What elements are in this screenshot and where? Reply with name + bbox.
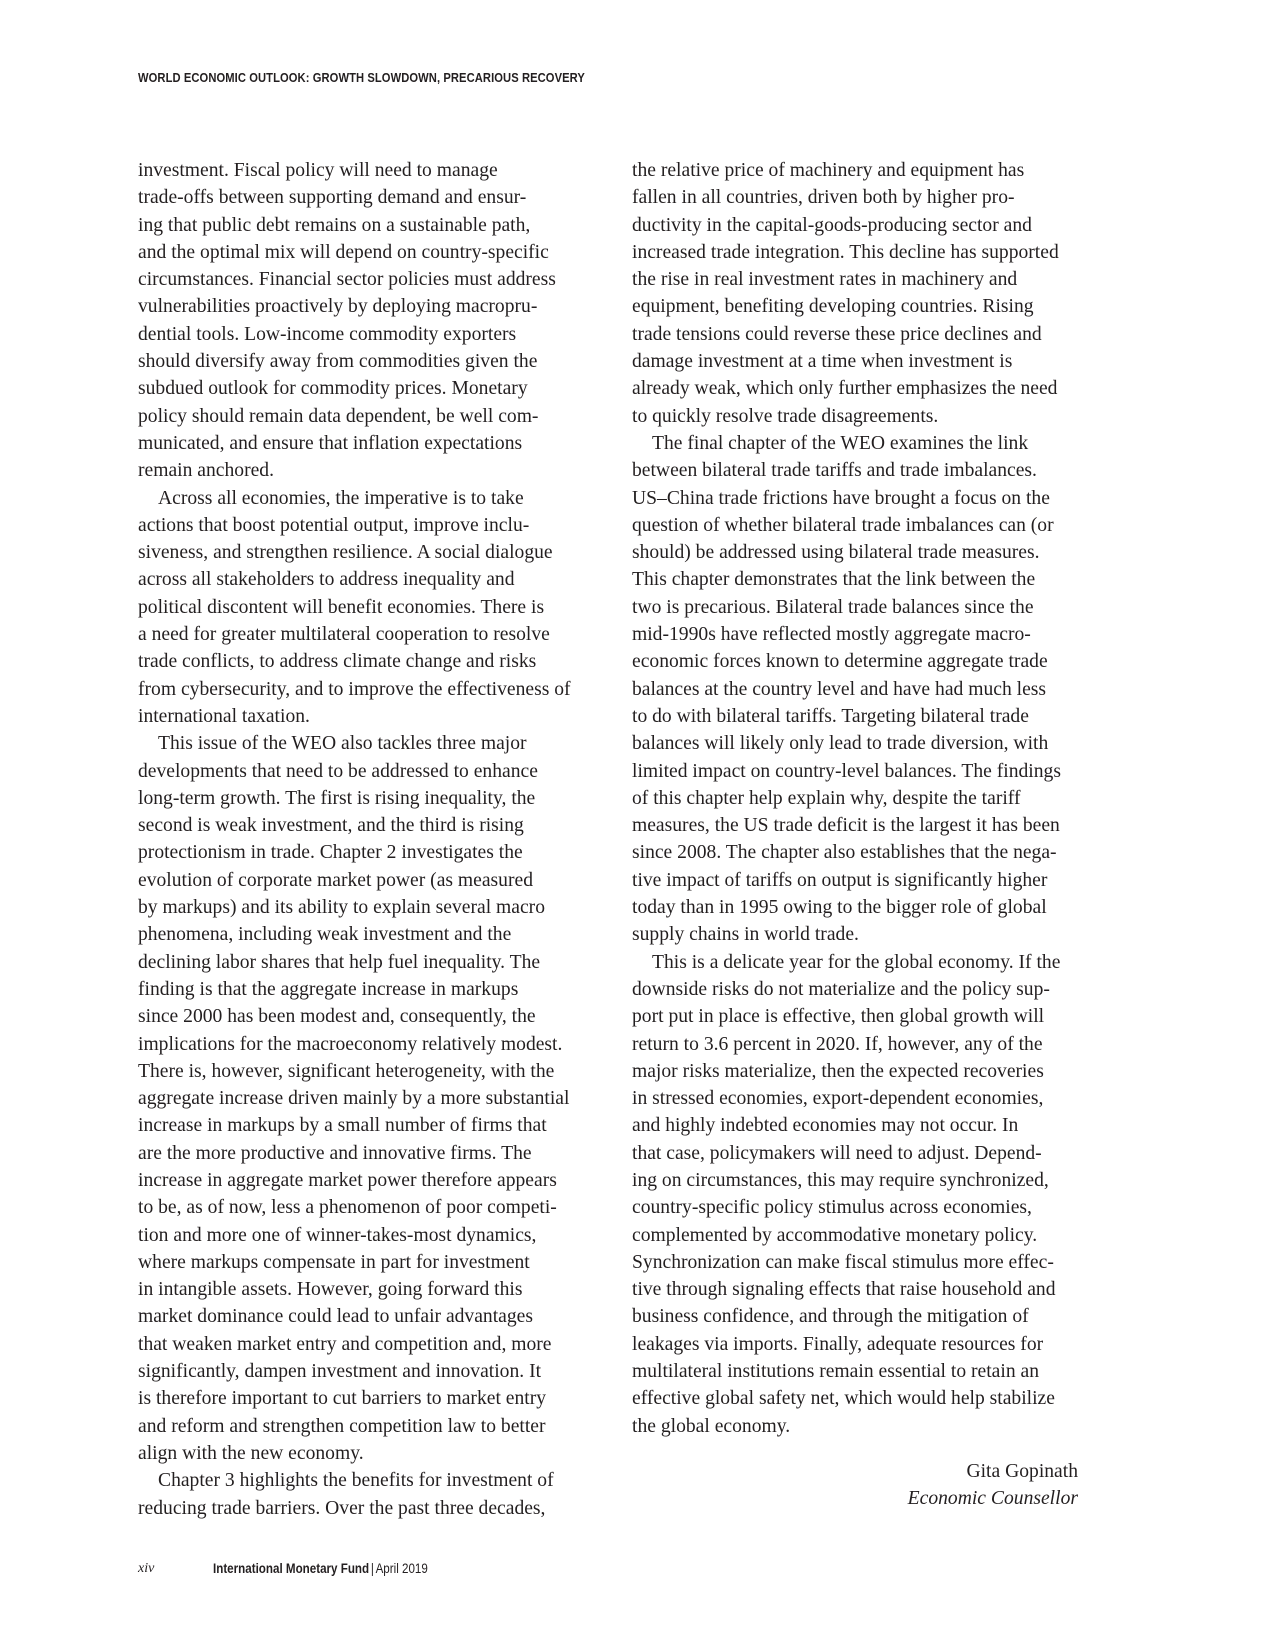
text-line: protectionism in trade. Chapter 2 investigates the: [138, 842, 523, 864]
text-line: There is, however, significant heterogeneity, with the: [138, 1060, 555, 1082]
text-line: and reform and strengthen competition law to better: [138, 1415, 546, 1437]
text-line: across all stakeholders to address inequality and: [138, 569, 515, 591]
text-line: balances at the country level and have had much less: [632, 678, 1047, 700]
text-line: long-term growth. The first is rising inequality, the: [138, 787, 536, 809]
text-line: second is weak investment, and the third is rising: [138, 815, 524, 837]
text-line: return to 3.6 percent in 2020. If, however, any of the: [632, 1033, 1043, 1055]
text-line: policy should remain data dependent, be well com-: [138, 405, 539, 427]
text-line: siveness, and strengthen resilience. A social dialogue: [138, 542, 553, 564]
text-line: international taxation.: [138, 705, 310, 727]
text-line: ing that public debt remains on a sustainable path,: [138, 214, 531, 236]
text-line: trade conflicts, to address climate change and risks: [138, 651, 537, 673]
text-line: the relative price of machinery and equipment has: [632, 160, 1025, 181]
text-line: complemented by accommodative monetary policy.: [632, 1224, 1038, 1246]
text-line: US–China trade frictions have brought a focus on the: [632, 487, 1050, 509]
text-line: damage investment at a time when investment is: [632, 351, 1013, 373]
text-line: already weak, which only further emphasizes the need: [632, 378, 1058, 400]
text-line: are the more productive and innovative firms. The: [138, 1142, 532, 1164]
text-line: balances will likely only lead to trade diversion, with: [632, 733, 1049, 755]
page-footer: [138, 1561, 738, 1581]
text-line: municated, and ensure that inflation expectations: [138, 432, 523, 454]
footer-publisher: [213, 1561, 428, 1576]
text-line: equipment, benefiting developing countries. Rising: [632, 296, 1034, 318]
text-line: since 2008. The chapter also establishes that the nega-: [632, 842, 1057, 864]
text-line: that case, policymakers will need to adjust. Depend-: [632, 1142, 1042, 1164]
text-line: political discontent will benefit economies. There is: [138, 596, 545, 618]
text-line: mid-1990s have reflected mostly aggregate macro-: [632, 624, 1031, 646]
text-line: This issue of the WEO also tackles three major: [158, 733, 527, 755]
signature-block: [632, 1458, 1078, 1513]
text-line: Across all economies, the imperative is to take: [158, 487, 524, 509]
text-line: major risks materialize, then the expected recoveries: [632, 1060, 1044, 1082]
text-line: dential tools. Low-income commodity exporters: [138, 323, 517, 345]
text-line: in stressed economies, export-dependent economies,: [632, 1088, 1044, 1110]
text-line: since 2000 has been modest and, consequently, the: [138, 1006, 536, 1028]
footer-organization: International Monetary Fund: [213, 1561, 370, 1576]
text-line: market dominance could lead to unfair advantages: [138, 1306, 533, 1328]
text-line: effective global safety net, which would help stabilize: [632, 1388, 1055, 1410]
right-text-column: [632, 157, 1092, 1440]
text-line: multilateral institutions remain essential to retain an: [632, 1361, 1040, 1383]
text-line: from cybersecurity, and to improve the effectiveness of: [138, 678, 571, 700]
text-line: limited impact on country-level balances. The findings: [632, 760, 1061, 782]
text-line: finding is that the aggregate increase in markups: [138, 978, 519, 1000]
text-line: Chapter 3 highlights the benefits for investment of: [158, 1470, 554, 1492]
text-line: This is a delicate year for the global economy. If the: [652, 951, 1061, 973]
text-line: increase in aggregate market power therefore appears: [138, 1169, 557, 1191]
text-line: the rise in real investment rates in machinery and: [632, 269, 1018, 291]
text-line: in intangible assets. However, going forward this: [138, 1279, 523, 1301]
text-line: downside risks do not materialize and the policy sup-: [632, 978, 1050, 1000]
text-line: port put in place is effective, then global growth will: [632, 1006, 1045, 1028]
text-line: is therefore important to cut barriers to market entry: [138, 1388, 547, 1410]
text-line: should) be addressed using bilateral trade measures.: [632, 542, 1040, 564]
text-line: subdued outlook for commodity prices. Monetary: [138, 378, 528, 400]
text-line: country-specific policy stimulus across economies,: [632, 1197, 1032, 1219]
text-line: increase in markups by a small number of firms that: [138, 1115, 547, 1137]
signature-title: Economic Counsellor: [907, 1488, 1078, 1510]
text-line: actions that boost potential output, improve inclu-: [138, 514, 530, 536]
running-header: WORLD ECONOMIC OUTLOOK: GROWTH SLOWDOWN, PRECARIOUS RECOVERY: [138, 70, 585, 85]
text-line: and the optimal mix will depend on country-specific: [138, 241, 549, 263]
text-line: significantly, dampen investment and innovation. It: [138, 1361, 542, 1383]
text-line: This chapter demonstrates that the link between the: [632, 569, 1036, 591]
footer-date: April 2019: [375, 1561, 428, 1576]
text-line: tion and more one of winner-takes-most dynamics,: [138, 1224, 537, 1246]
text-line: of this chapter help explain why, despite the tariff: [632, 787, 1021, 809]
text-line: remain anchored.: [138, 460, 274, 482]
text-line: where markups compensate in part for investment: [138, 1251, 530, 1273]
text-line: tive through signaling effects that raise household and: [632, 1279, 1056, 1301]
text-line: Synchronization can make fiscal stimulus more effec-: [632, 1251, 1054, 1273]
text-line: circumstances. Financial sector policies must address: [138, 269, 556, 291]
text-line: ing on circumstances, this may require synchronized,: [632, 1169, 1049, 1191]
text-line: leakages via imports. Finally, adequate resources for: [632, 1333, 1044, 1355]
text-line: question of whether bilateral trade imbalances can (or: [632, 514, 1054, 536]
text-line: to do with bilateral tariffs. Targeting bilateral trade: [632, 705, 1029, 727]
text-line: aggregate increase driven mainly by a more substantial: [138, 1088, 570, 1110]
footer-separator: |: [370, 1561, 374, 1576]
text-line: supply chains in world trade.: [632, 924, 859, 946]
text-line: align with the new economy.: [138, 1442, 364, 1464]
text-line: that weaken market entry and competition and, more: [138, 1333, 552, 1355]
text-line: should diversify away from commodities given the: [138, 351, 538, 373]
text-line: economic forces known to determine aggregate trade: [632, 651, 1048, 673]
text-line: trade tensions could reverse these price declines and: [632, 323, 1042, 345]
text-line: and highly indebted economies may not occur. In: [632, 1115, 1019, 1137]
signature-name: Gita Gopinath: [966, 1461, 1078, 1482]
text-line: investment. Fiscal policy will need to manage: [138, 160, 498, 181]
text-line: developments that need to be addressed to enhance: [138, 760, 538, 782]
text-line: implications for the macroeconomy relatively modest.: [138, 1033, 563, 1055]
text-line: declining labor shares that help fuel inequality. The: [138, 951, 541, 973]
text-line: two is precarious. Bilateral trade balances since the: [632, 596, 1034, 618]
text-line: vulnerabilities proactively by deploying macropru-: [138, 296, 538, 318]
page-number: xiv: [138, 1561, 155, 1576]
text-line: by markups) and its ability to explain several macro: [138, 897, 546, 919]
text-line: a need for greater multilateral cooperation to resolve: [138, 624, 550, 646]
text-line: reducing trade barriers. Over the past three decades,: [138, 1497, 546, 1519]
text-line: to be, as of now, less a phenomenon of poor competi-: [138, 1197, 557, 1219]
text-line: phenomena, including weak investment and the: [138, 924, 512, 946]
text-line: tive impact of tariffs on output is significantly higher: [632, 869, 1048, 891]
left-text-column: [138, 157, 598, 1522]
text-line: to quickly resolve trade disagreements.: [632, 405, 939, 427]
text-line: evolution of corporate market power (as measured: [138, 869, 533, 891]
text-line: trade-offs between supporting demand and ensur-: [138, 187, 527, 209]
text-line: increased trade integration. This decline has supported: [632, 241, 1059, 263]
text-line: business confidence, and through the mitigation of: [632, 1306, 1029, 1328]
text-line: fallen in all countries, driven both by higher pro-: [632, 187, 1015, 209]
text-line: measures, the US trade deficit is the largest it has been: [632, 815, 1060, 837]
text-line: between bilateral trade tariffs and trade imbalances.: [632, 460, 1037, 482]
text-line: ductivity in the capital-goods-producing sector and: [632, 214, 1032, 236]
text-line: today than in 1995 owing to the bigger role of global: [632, 897, 1047, 919]
text-line: the global economy.: [632, 1415, 791, 1437]
text-line: The final chapter of the WEO examines the link: [652, 432, 1029, 454]
